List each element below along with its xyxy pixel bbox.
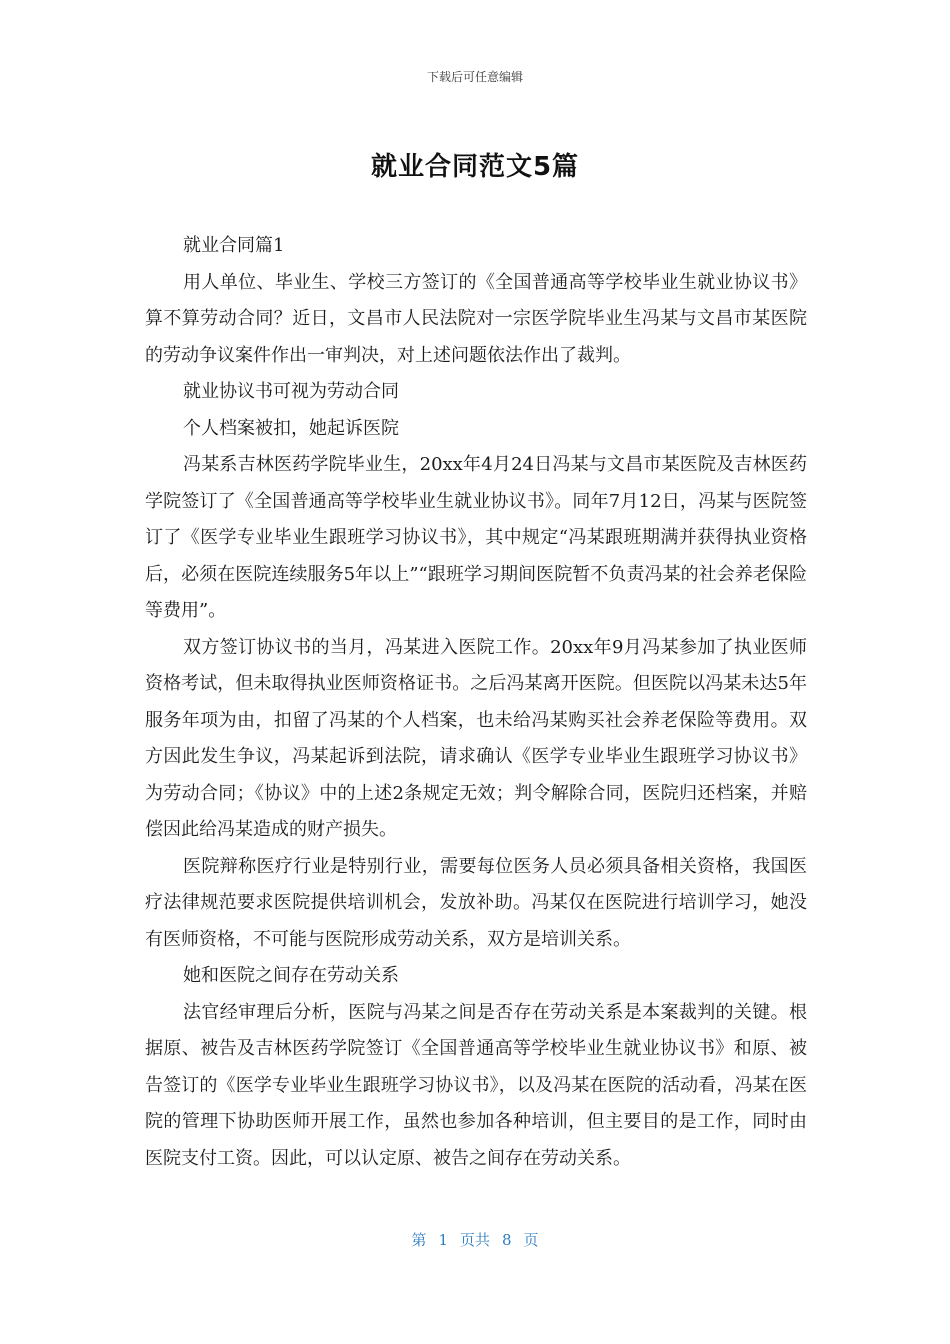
header-note: 下载后可任意编辑 (426, 70, 523, 84)
total-pages-number: 8 (502, 1231, 512, 1249)
page-prefix: 第 (411, 1231, 427, 1249)
subheading: 个人档案被扣，她起诉医院 (183, 417, 399, 439)
page-suffix: 页 (523, 1231, 539, 1249)
section-heading: 就业合同篇1 (183, 235, 285, 256)
document-title: 就业合同范文5篇 (370, 152, 580, 182)
body-paragraph: 冯某系吉林医药学院毕业生，20xx年4月24日冯某与文昌市某医院及吉林医药学院签订了《全国普通高等学校毕业生就业协议书》。同年7月12日，冯某与医院签订了《医学专业毕业生跟班学习协议书》，其中规定“冯某跟班期满并获得执业资格后，必须在医院连续服务5年以上”“跟班学习期间医院暂不负责冯某的社会养老保险等费用”。 (145, 454, 807, 621)
subheading: 她和医院之间存在劳动关系 (183, 965, 399, 986)
document-body (145, 228, 807, 1177)
current-page-number: 1 (438, 1231, 448, 1249)
body-paragraph: 医院辩称医疗行业是特别行业，需要每位医务人员必须具备相关资格，我国医疗法律规范要求医院提供培训机会，发放补助。冯某仅在医院进行培训学习，她没有医师资格，不可能与医院形成劳动关系，双方是培训关系。 (145, 855, 807, 950)
subheading: 就业协议书可视为劳动合同 (183, 381, 399, 402)
body-paragraph: 双方签订协议书的当月，冯某进入医院工作。20xx年9月冯某参加了执业医师资格考试，但未取得执业医师资格证书。之后冯某离开医院。但医院以冯某未达5年服务年项为由，扣留了冯某的个人档案，也未给冯某购买社会养老保险等费用。双方因此发生争议，冯某起诉到法院，请求确认《医学专业毕业生跟班学习协议书》为劳动合同；《协议》中的上述2条规定无效；判令解除合同，医院归还档案，并赔偿因此给冯某造成的财产损失。 (145, 636, 807, 840)
body-paragraph: 用人单位、毕业生、学校三方签订的《全国普通高等学校毕业生就业协议书》算不算劳动合同？近日，文昌市人民法院对一宗医学院毕业生冯某与文昌市某医院的劳动争议案件作出一审判决，对上述问题依法作出了裁判。 (145, 271, 807, 366)
page-footer (0, 1229, 950, 1250)
page-mid: 页共 (459, 1231, 490, 1249)
body-paragraph: 法官经审理后分析，医院与冯某之间是否存在劳动关系是本案裁判的关键。根据原、被告及吉林医药学院签订《全国普通高等学校毕业生就业协议书》和原、被告签订的《医学专业毕业生跟班学习协议书》，以及冯某在医院的活动看，冯某在医院的管理下协助医师开展工作，虽然也参加各种培训，但主要目的是工作，同时由医院支付工资。因此，可以认定原、被告之间存在劳动关系。 (145, 1001, 807, 1169)
